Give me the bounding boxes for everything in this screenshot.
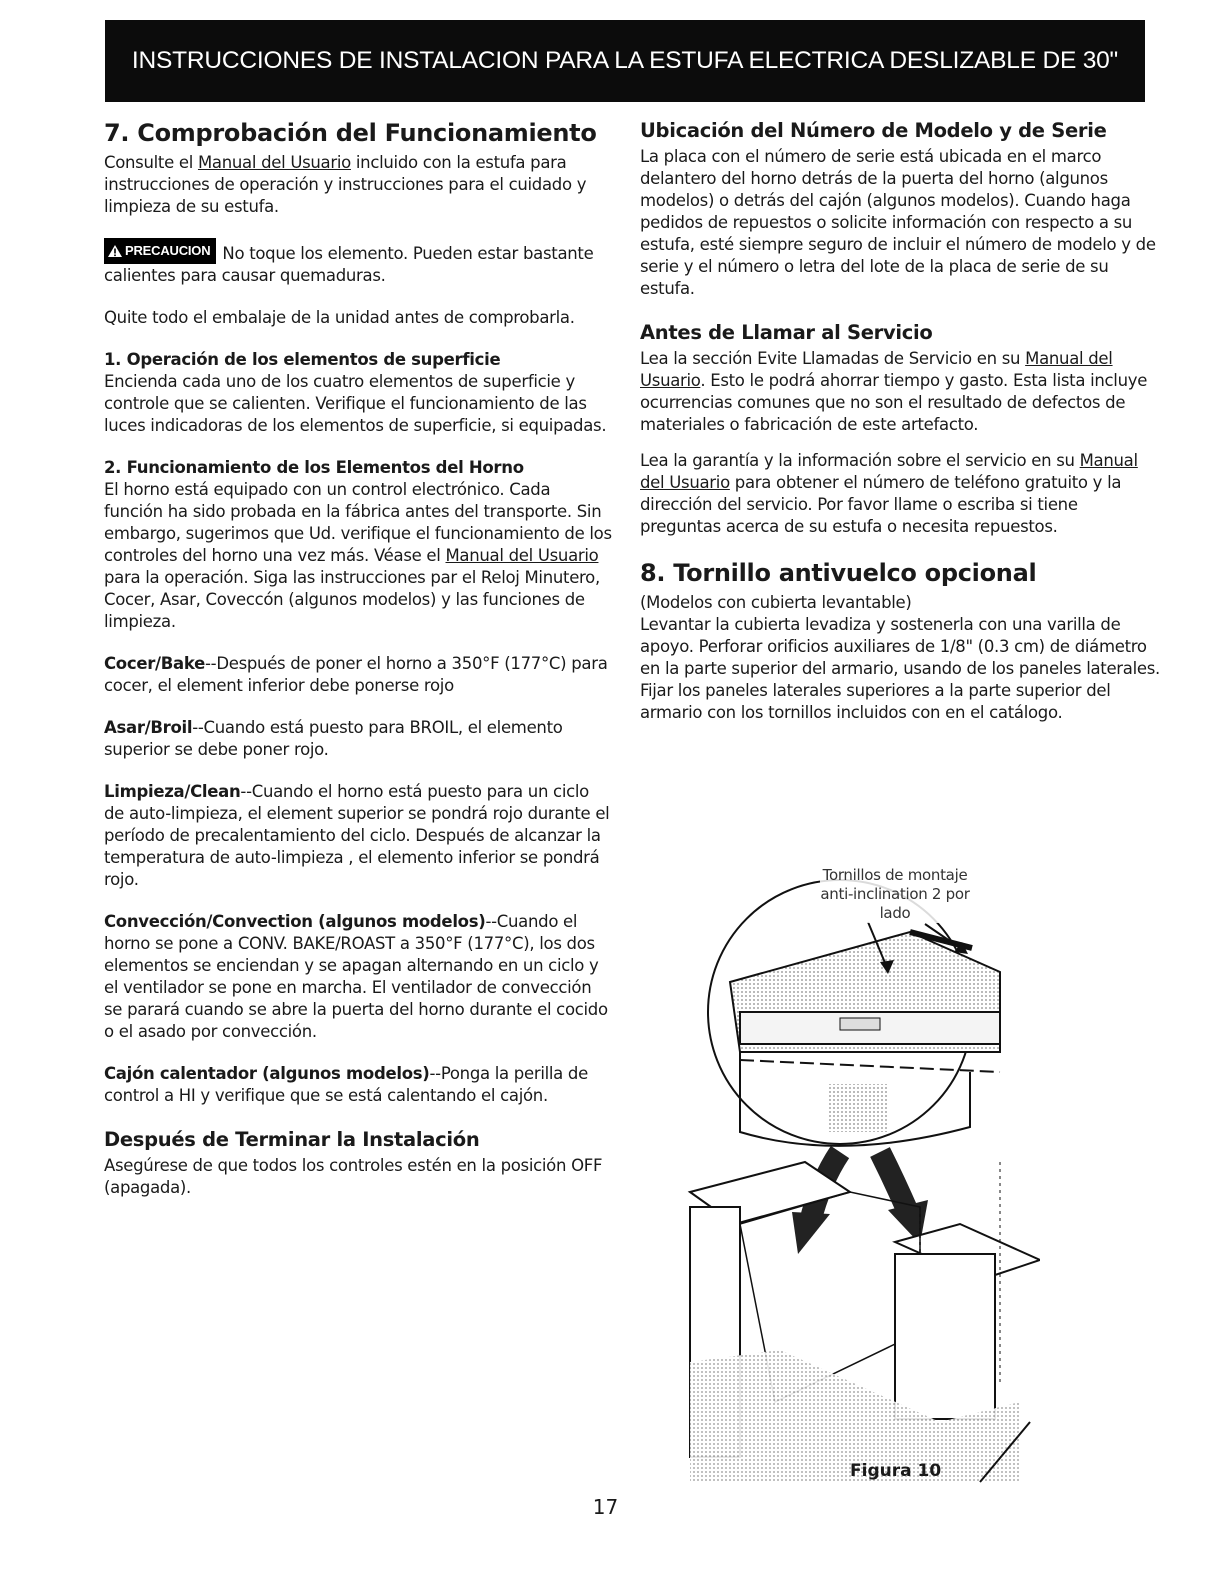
drawer-term: Cajón calentador (algunos modelos)	[104, 1064, 430, 1083]
op1-title: 1. Operación de los elementos de superficie	[104, 350, 501, 369]
after-install-title: Después de Terminar la Instalación	[104, 1128, 480, 1151]
before-service-text-1: Lea la sección Evite Llamadas de Servicio en su Manual del Usuario. Esto le podrá ahorrar tiempo y gasto. Esta lista incluye ocurrencias comunes que no son el resultado de defectos de materiales o fabricación de este artefacto.	[640, 349, 1148, 434]
figure-callout-label: Tornillos de montaje anti-inclination 2 por lado	[820, 866, 970, 922]
figure-caption: Figura 10	[850, 1461, 942, 1481]
section-7-intro: Consulte el Manual del Usuario incluido con la estufa para instrucciones de operación y instrucciones para el cuidado y limpieza de su estufa.	[104, 153, 587, 216]
left-column	[104, 118, 612, 1199]
caution-text: No toque los elemento. Pueden estar bastante calientes para causar quemaduras.	[104, 244, 594, 285]
caution-badge: PRECAUCION	[104, 238, 216, 264]
page-header-bar	[105, 20, 1145, 102]
manual-link: Manual del Usuario	[640, 349, 1113, 390]
op2-block	[104, 457, 612, 633]
drawer-paragraph: Cajón calentador (algunos modelos)--Ponga la perilla de control a HI y verifique que se está calentando el cajón.	[104, 1064, 588, 1105]
packaging-note: Quite todo el embalaje de la unidad antes de comprobarla.	[104, 308, 575, 327]
manual-link: Manual del Usuario	[445, 546, 599, 565]
before-service-title: Antes de Llamar al Servicio	[640, 321, 933, 344]
page-header-title: INSTRUCCIONES DE INSTALACION PARA LA ESTUFA ELECTRICA DESLIZABLE DE 30"	[131, 47, 1119, 74]
model-serial-text: La placa con el número de serie está ubicada en el marco delantero del horno detrás de la puerta del horno (algunos modelos) o detrás del cajón (algunos modelos). Cuando haga pedidos de repuestos o solicite información con respecto a su estufa, esté siempre seguro de incluir el número de modelo y de serie y el número o letra del lote de la placa de serie de su estufa.	[640, 147, 1156, 298]
caution-paragraph	[104, 238, 612, 287]
broil-term: Asar/Broil	[104, 718, 193, 737]
before-service-text-2: Lea la garantía y la información sobre el servicio en su Manual del Usuario para obtener el número de teléfono gratuito y la dirección del servicio. Por favor llame o escriba si tiene preguntas acerca de su estufa o necesita repuestos.	[640, 451, 1138, 536]
section-8-text: Levantar la cubierta levadiza y sostenerla con una varilla de apoyo. Perforar orificios auxiliares de 1/8" (0.3 cm) de diámetro en la parte superior del armario, usando de los paneles laterales. Fijar los paneles laterales superiores a la parte superior del armario con los tornillos incluidos con en el catálogo.	[640, 615, 1160, 722]
model-serial-title: Ubicación del Número de Modelo y de Serie	[640, 119, 1107, 142]
clean-paragraph: Limpieza/Clean--Cuando el horno está puesto para un ciclo de auto-limpieza, el element superior se pondrá rojo durante el período de precalentamiento del ciclo. Después de alcanzar la temperatura de auto-limpieza , el elemento inferior se pondrá rojo.	[104, 782, 610, 889]
anti-tip-installation-figure	[680, 862, 1040, 1502]
convection-paragraph: Convección/Convection (algunos modelos)--Cuando el horno se pone a CONV. BAKE/ROAST a 350°F (177°C), los dos elementos se enciendan y se apagan alternando en un ciclo y el ventilador se pone en marcha. El ventilador de convección se parará cuando se abre la puerta del horno durante el cocido o el asado por convección.	[104, 912, 608, 1041]
warning-triangle-icon	[107, 244, 123, 258]
clean-term: Limpieza/Clean	[104, 782, 241, 801]
broil-paragraph: Asar/Broil--Cuando está puesto para BROIL, el elemento superior se debe poner rojo.	[104, 718, 563, 759]
bake-term: Cocer/Bake	[104, 654, 206, 673]
op2-text: El horno está equipado con un control electrónico. Cada función ha sido probada en la fábrica antes del transporte. Sin embargo, sugerimos que Ud. verifique el funcionamiento de los controles del horno una vez más. Véase el Manual del Usuario para la operación. Siga las instrucciones par el Reloj Minutero, Cocer, Asar, Coveccón (algunos modelos) y las funciones de limpieza.	[104, 480, 612, 631]
section-7-title: 7. Comprobación del Funcionamiento	[104, 119, 597, 147]
section-8-subtitle: (Modelos con cubierta levantable)	[640, 593, 912, 612]
cabinet-right	[895, 1254, 995, 1419]
manual-link: Manual del Usuario	[197, 153, 351, 172]
right-column	[640, 118, 1160, 724]
after-install-text: Asegúrese de que todos los controles estén en la posición OFF (apagada).	[104, 1156, 603, 1197]
section-8-title: 8. Tornillo antivuelco opcional	[640, 559, 1037, 587]
manual-link: Manual del Usuario	[640, 451, 1138, 492]
convection-term: Convección/Convection (algunos modelos)	[104, 912, 486, 931]
op1-text: Encienda cada uno de los cuatro elementos de superficie y controle que se calienten. Verifique el funcionamiento de las luces indicadoras de los elementos de superficie, si equipadas.	[104, 372, 607, 435]
page-number: 17	[592, 1495, 619, 1519]
bake-paragraph: Cocer/Bake--Después de poner el horno a 350°F (177°C) para cocer, el element inferior debe ponerse rojo	[104, 654, 608, 695]
op2-title: 2. Funcionamiento de los Elementos del Horno	[104, 458, 524, 477]
op1-block	[104, 349, 612, 437]
